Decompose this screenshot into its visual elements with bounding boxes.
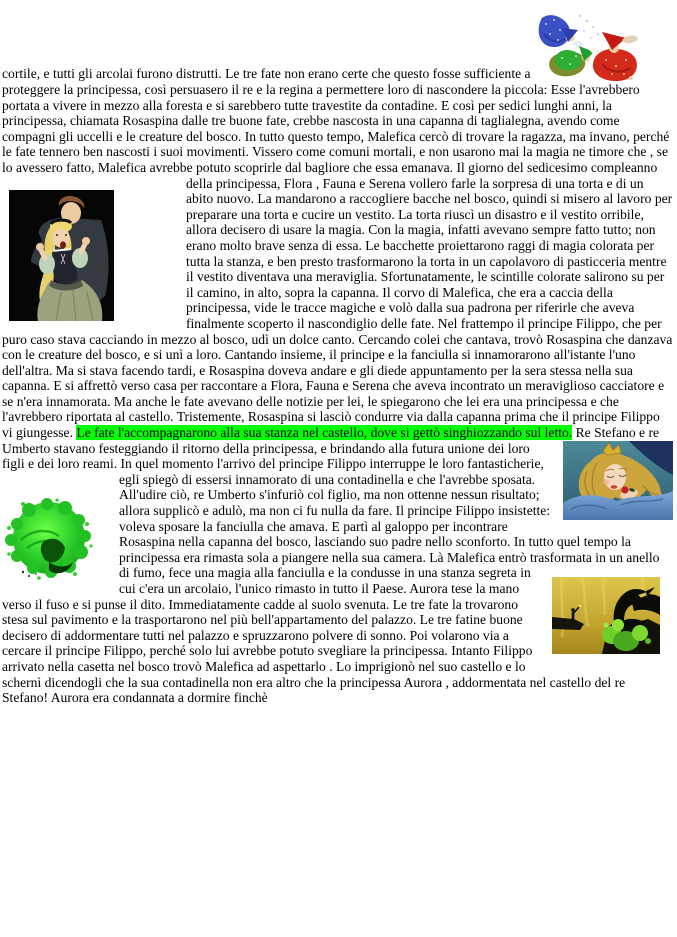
story-paragraph [2, 4, 673, 706]
story-text-part3: farle la sorpresa di una torta e di un abito nuovo. La mandarono a raccogliere bacche nel bosco, quindi si misero al lavoro per preparare una torta e cucire un vestito. La torta riuscì un disastro e il vestito orribile, allora decisero di usare la magia. Con la magia, infatti avevano sempre fatto tutto; non erano molto brave senza di essa. Le bacchette proiettarono raggi di magia colorata per tutta la stanza, e ben presto trasformarono la torta in un capolavoro di pasticceria mentre il vestito diventava una meraviglia. Sfortunatamente, le scintille colorate salirono su per il camino, in alto, sopra la capanna. Il corvo di Malefica, che era a caccia della principessa, vide le tracce magiche e volò dalla sua padrona per riferirle che aveva finalmente scoperto il nascondiglio delle fate. Nel frattempo il principe Filippo, che per puro caso stava cacciando in mezzo al bosco, udì un dolce canto. Cercando colei che cantava, trovò Rosaspina che danzava con le creature del bosco, e si unì a loro. Cantando insieme, il principe e la fanciulla si innamorarono all'istante l'uno dell'altra. Ma si stava facendo tardi, e Rosaspina doveva andare e gli diede appuntamento per la sera stessa nella sua capanna. E si affrettò verso casa per raccontare a Flora, Fauna e Serena che aveva incontrato un meraviglioso cacciatore e se n'era innamorata. Ma anche le fate avevano delle notizie per lei, le spiegarono che lei era una principessa e che l'avrebbero riportata al castello. Tristemente, Rosaspina si lasciò condurre via dalla capanna prima che il principe Filippo vi giungesse. [2, 175, 673, 441]
highlighted-sentence: Le fate l'accompagnarono alla sua stanza nel castello, dove si gettò singhiozzando sul letto. [76, 425, 573, 441]
dancing-couple-illustration [9, 190, 114, 321]
dancing-couple-image [9, 190, 114, 321]
three-fairies-image [534, 4, 652, 82]
story-text-part4: Re Stefano e re Umberto stavano festeggiando il ritorno della principessa, e brindando alla futura unione dei loro figli e dei loro reami. In quel momento l'arrivo del principe Filippo interruppe le [2, 425, 660, 472]
story-text-part6: fumo, fece una magia alla fanciulla e la condusse in una stanza segreta in cui c'era un arcolaio, l'unico rimasto in tutto il Paese. Aurora tese la mano verso il fuso e si punse il dito. Immediatamente cadde al suolo svenuta. Le tre fate la trovarono stesa sul pavimento e la trasportarono nel più bell'appartamento del palazzo. Le tre fatine buone decisero di addormentare tutti nel palazzo e spruzzarono polvere di sonno. Poi volarono via a cercare il principe Filippo, perché solo lui avrebbe potuto svegliare la principessa. Intanto Filippo arrivato nella casetta nel bosco trovò Malefica ad aspettarlo . Lo imprigionò nel suo castello e lo schernì dicendogli che la sua contadinella non era altro che la principessa Aurora , addormentata nel castello del re Stefano! Aurora era condannata a dormire finchè [2, 565, 626, 706]
green-magic-image [3, 498, 95, 584]
story-text-part2: proteggere la principessa, così persuasero il re e la regina a permettere loro di nascondere la piccola: Esse l'avrebbero portata a vivere in mezzo alla foresta e si sarebbero tutte travestite da contadine. E così per sedici lunghi anni, la principessa, chiamata Rosaspina dalle tre buone fate, crebbe nascosta in una capanna di taglialegna, avendo come compagni gli uccelli e le creature del bosco. In tutto questo tempo, Malefica cercò di trovare la ragazza, ma invano, perché le fate tennero ben nascosti i suoi movimenti. Vissero come comuni mortali, e non usarono mai la magia ne timore che , se lo avessero fatto, Malefica avrebbe potuto scoprirle dal bagliore che essa emanava. Il giorno del sedicesimo compleanno della principessa, Flora , Fauna e Serena vollero [2, 82, 670, 191]
dragon-image [552, 577, 660, 654]
story-text-part1: cortile, e tutti gli arcolai furono distrutti. Le tre fate non erano certe che questo fosse sufficiente a [2, 66, 534, 81]
sleeping-aurora-illustration [563, 441, 673, 520]
dragon-illustration [552, 577, 660, 654]
sleeping-aurora-image [563, 441, 673, 520]
story-text-part5: loro fantasticherie, egli spiegò di essersi innamorato di una contadinella e che l'avrebbe sposata. All'udire ciò, re Umberto s'infuriò col figlio, ma non ottenne nessun risultato; allora supplicò e adulò, ma non ci fu nulla da fare. Il principe Filippo insistette: voleva sposare la fanciulla che amava. E partì al galoppo per incontrare Rosaspina nella capanna del bosco, lasciando suo padre nello sconforto. In tutto quel tempo la principessa era rimasta sola a piangere nella sua camera. Là Malefica entrò trasformata in un anello di [119, 456, 660, 581]
green-magic-illustration [3, 498, 95, 584]
red-rose [621, 486, 628, 493]
